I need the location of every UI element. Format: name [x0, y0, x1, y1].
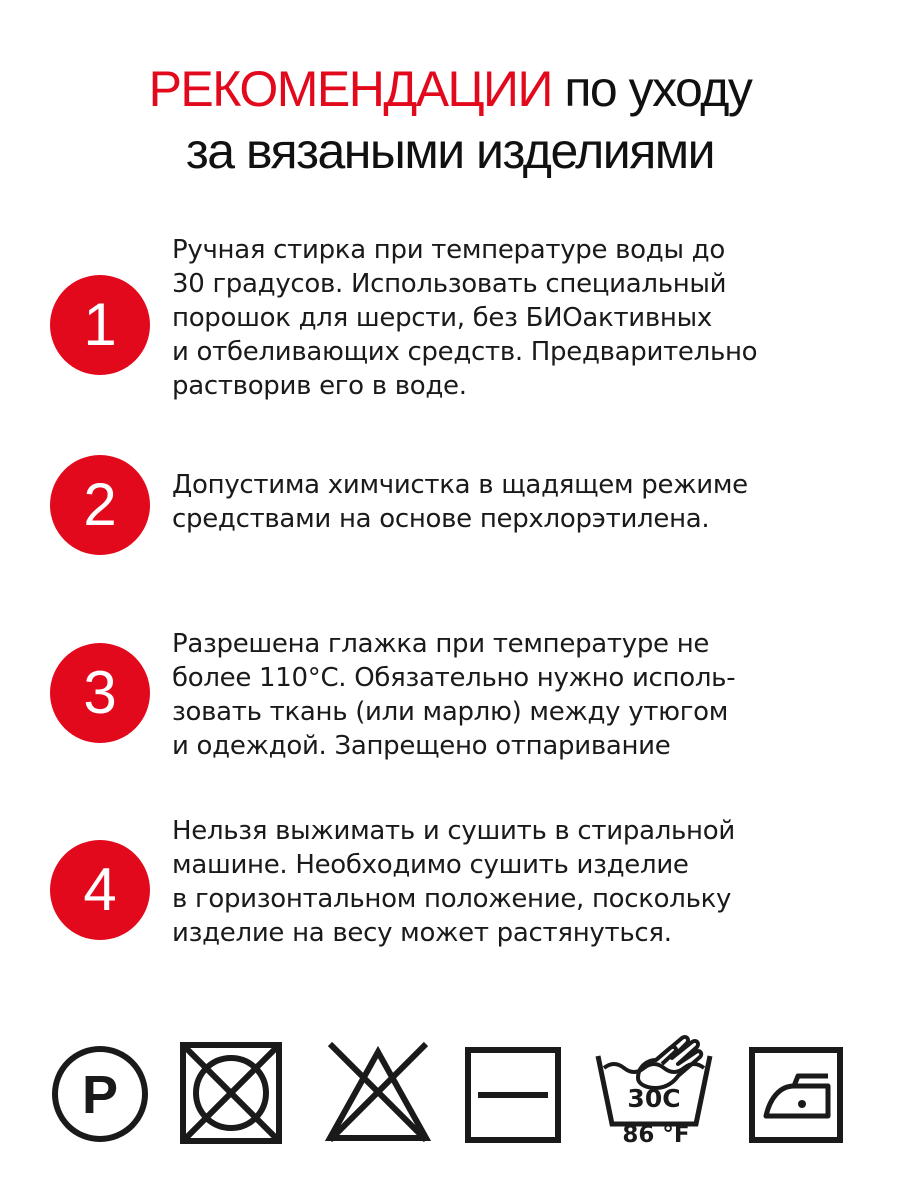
text-line: машине. Необходимо сушить изделие — [172, 850, 689, 880]
title-rest: по уходу — [551, 61, 752, 117]
hand-wash-icon — [592, 1030, 716, 1130]
text-line: Допустима химчистка в щадящем режиме — [172, 470, 748, 500]
text-line: Ручная стирка при температуре воды до — [172, 235, 725, 265]
number-badge-4: 4 — [50, 840, 150, 940]
iron-low-icon — [748, 1046, 844, 1144]
number-badge-3: 3 — [50, 643, 150, 743]
text-line: зовать ткань (или марлю) между утюгом — [172, 697, 729, 727]
text-line: растворив его в воде. — [172, 371, 467, 401]
number-badge-2: 2 — [50, 455, 150, 555]
text-line: порошок для шерсти, без БИОактивных — [172, 303, 712, 333]
text-line: и отбеливающих средств. Предварительно — [172, 337, 758, 367]
hand-wash-temp-c: 30C — [627, 1084, 681, 1113]
text-line: Разрешена глажка при температуре не — [172, 629, 710, 659]
text-line: Нельзя выжимать и сушить в стиральной — [172, 816, 735, 846]
text-line: в горизонтальном положение, поскольку — [172, 884, 732, 914]
no-tumble-dry-icon — [178, 1040, 284, 1146]
page-title — [0, 58, 900, 182]
hand-wash-temp-f: 86 °F — [622, 1122, 690, 1148]
care-item-text-3 — [172, 627, 872, 763]
care-icons-row — [0, 1030, 900, 1180]
care-item-text-1 — [172, 233, 872, 403]
text-line: изделие на весу может растянуться. — [172, 918, 672, 948]
number-badge-1: 1 — [50, 275, 150, 375]
text-line: средствами на основе перхлорэтилена. — [172, 504, 710, 534]
dry-flat-icon — [464, 1046, 562, 1144]
text-line: более 110°С. Обязательно нужно исполь- — [172, 663, 736, 693]
text-line: 30 градусов. Использовать специальный — [172, 269, 727, 299]
text-line: и одеждой. Запрещено отпаривание — [172, 731, 671, 761]
care-item-text-4 — [172, 814, 872, 950]
care-item-text-2 — [172, 468, 872, 536]
no-bleach-icon — [322, 1040, 434, 1146]
dry-clean-p-icon — [48, 1042, 152, 1146]
dry-clean-letter: P — [81, 1065, 119, 1125]
title-accent: РЕКОМЕНДАЦИИ — [148, 61, 552, 117]
title-line-1 — [0, 58, 900, 120]
title-line-2: за вязаными изделиями — [185, 123, 715, 179]
